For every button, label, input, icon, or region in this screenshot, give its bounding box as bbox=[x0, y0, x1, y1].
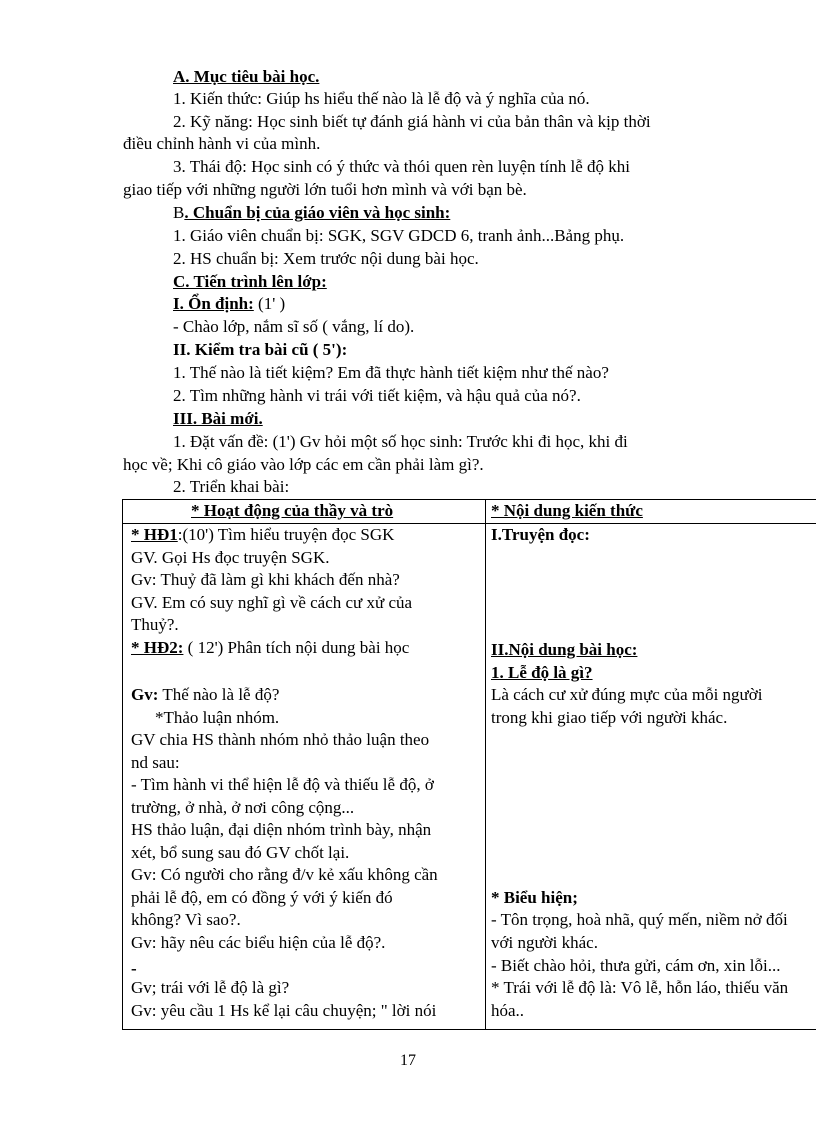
left-line: xét, bổ sung sau đó GV chốt lại. bbox=[131, 843, 350, 862]
review-q1: 1. Thế nào là tiết kiệm? Em đã thực hành tiết kiệm như thế nào? bbox=[173, 363, 609, 382]
stabilize-time: (1' ) bbox=[253, 294, 286, 313]
left-line: trường, ở nhà, ở nơi công cộng... bbox=[131, 798, 355, 817]
prep-student: 2. HS chuẩn bị: Xem trước nội dung bài học. bbox=[173, 249, 479, 268]
column-divider bbox=[485, 500, 486, 1029]
left-line: nd sau: bbox=[131, 753, 180, 772]
activity-1-label: * HĐ1 bbox=[131, 525, 178, 544]
lesson-table bbox=[122, 499, 816, 1030]
left-line: phải lễ độ, em có đồng ý với ý kiến đó bbox=[131, 888, 393, 907]
left-line: - bbox=[131, 959, 137, 978]
new-lesson-title: III. Bài mới. bbox=[173, 409, 263, 428]
content-line: trong khi giao tiếp với người khác. bbox=[491, 708, 728, 727]
activity-1 bbox=[131, 524, 394, 547]
stabilize-item: - Chào lớp, nắm sĩ số ( vắng, lí do). bbox=[173, 317, 415, 336]
content-line: - Tôn trọng, hoà nhã, quý mến, niềm nở đối bbox=[491, 910, 788, 929]
section-a-title: A. Mục tiêu bài học. bbox=[173, 67, 320, 86]
content-story-heading: I.Truyện đọc: bbox=[491, 525, 590, 544]
activity-2-text: ( 12') Phân tích nội dung bài học bbox=[183, 638, 410, 657]
objective-attitude: 3. Thái độ: Học sinh có ý thức và thói quen rèn luyện tính lễ độ khi bbox=[173, 157, 630, 176]
gv-label: Gv: bbox=[131, 685, 159, 704]
left-line: HS thảo luận, đại diện nhóm trình bày, nhận bbox=[131, 820, 432, 839]
page-number: 17 bbox=[400, 1052, 416, 1069]
section-b-title-text: . Chuẩn bị của giáo viên và học sinh: bbox=[184, 203, 451, 222]
left-line: GV chia HS thành nhóm nhỏ thảo luận theo bbox=[131, 730, 430, 749]
gv-question: Thế nào là lễ độ? bbox=[158, 685, 280, 704]
content-line: hóa.. bbox=[491, 1001, 525, 1020]
activity-2-label: * HĐ2: bbox=[131, 638, 184, 657]
deploy-label: 2. Triển khai bài: bbox=[173, 477, 290, 496]
content-lesson-heading: II.Nội dung bài học: bbox=[491, 640, 638, 659]
content-line: * Trái với lễ độ là: Vô lễ, hỗn láo, thiếu văn bbox=[491, 978, 789, 997]
intro-line-2: học về; Khi cô giáo vào lớp các em cần phải làm gì?. bbox=[123, 455, 484, 474]
left-line: Gv: yêu cầu 1 Hs kể lại câu chuyện; " lời nói bbox=[131, 1001, 437, 1020]
content-line: - Biết chào hỏi, thưa gửi, cám ơn, xin lỗi... bbox=[491, 956, 781, 975]
section-b-prefix: B bbox=[173, 203, 185, 222]
header-activities: * Hoạt động của thầy và trò bbox=[191, 501, 394, 520]
left-line: - Tìm hành vi thể hiện lễ độ và thiếu lễ độ, ở bbox=[131, 775, 434, 794]
left-line: GV. Em có suy nghĩ gì về cách cư xử của bbox=[131, 593, 413, 612]
header-content: * Nội dung kiến thức bbox=[491, 501, 643, 520]
left-line bbox=[131, 684, 279, 707]
left-line: Gv: hãy nêu các biểu hiện của lễ độ?. bbox=[131, 933, 386, 952]
review-q2: 2. Tìm những hành vi trái với tiết kiệm, và hậu quả của nó?. bbox=[173, 386, 581, 405]
content-expression-heading: * Biểu hiện; bbox=[491, 888, 578, 907]
objective-attitude-cont: giao tiếp với những người lớn tuổi hơn mình và với bạn bè. bbox=[123, 180, 527, 199]
stabilize-heading bbox=[173, 293, 285, 315]
activity-1-text: :(10') Tìm hiểu truyện đọc SGK bbox=[177, 525, 395, 544]
review-title: II. Kiểm tra bài cũ ( 5'): bbox=[173, 340, 348, 359]
left-line: GV. Gọi Hs đọc truyện SGK. bbox=[131, 548, 330, 567]
activity-2 bbox=[131, 637, 409, 660]
content-line: Là cách cư xử đúng mực của mỗi người bbox=[491, 685, 763, 704]
objective-skill: 2. Kỹ năng: Học sinh biết tự đánh giá hành vi của bản thân và kịp thời bbox=[173, 112, 651, 131]
left-line: Gv; trái với lễ độ là gì? bbox=[131, 978, 290, 997]
objective-skill-cont: điều chỉnh hành vi của mình. bbox=[123, 134, 321, 153]
left-line: Gv: Thuỷ đã làm gì khi khách đến nhà? bbox=[131, 570, 400, 589]
intro-line-1: 1. Đặt vấn đề: (1') Gv hỏi một số học sinh: Trước khi đi học, khi đi bbox=[173, 432, 628, 451]
stabilize-title: I. Ổn định: bbox=[173, 294, 254, 313]
left-line: Gv: Có người cho rằng đ/v kẻ xấu không cần bbox=[131, 865, 438, 884]
left-line: Thuỷ?. bbox=[131, 615, 179, 634]
section-c-title: C. Tiến trình lên lớp: bbox=[173, 272, 327, 291]
objective-knowledge: 1. Kiến thức: Giúp hs hiểu thế nào là lễ độ và ý nghĩa của nó. bbox=[173, 89, 590, 108]
prep-teacher: 1. Giáo viên chuẩn bị: SGK, SGV GDCD 6, tranh ảnh...Bảng phụ. bbox=[173, 226, 625, 245]
left-line: *Thảo luận nhóm. bbox=[155, 708, 280, 727]
section-b-title bbox=[173, 202, 450, 224]
content-definition-heading: 1. Lễ độ là gì? bbox=[491, 663, 593, 682]
content-line: với người khác. bbox=[491, 933, 598, 952]
left-line: không? Vì sao?. bbox=[131, 910, 241, 929]
